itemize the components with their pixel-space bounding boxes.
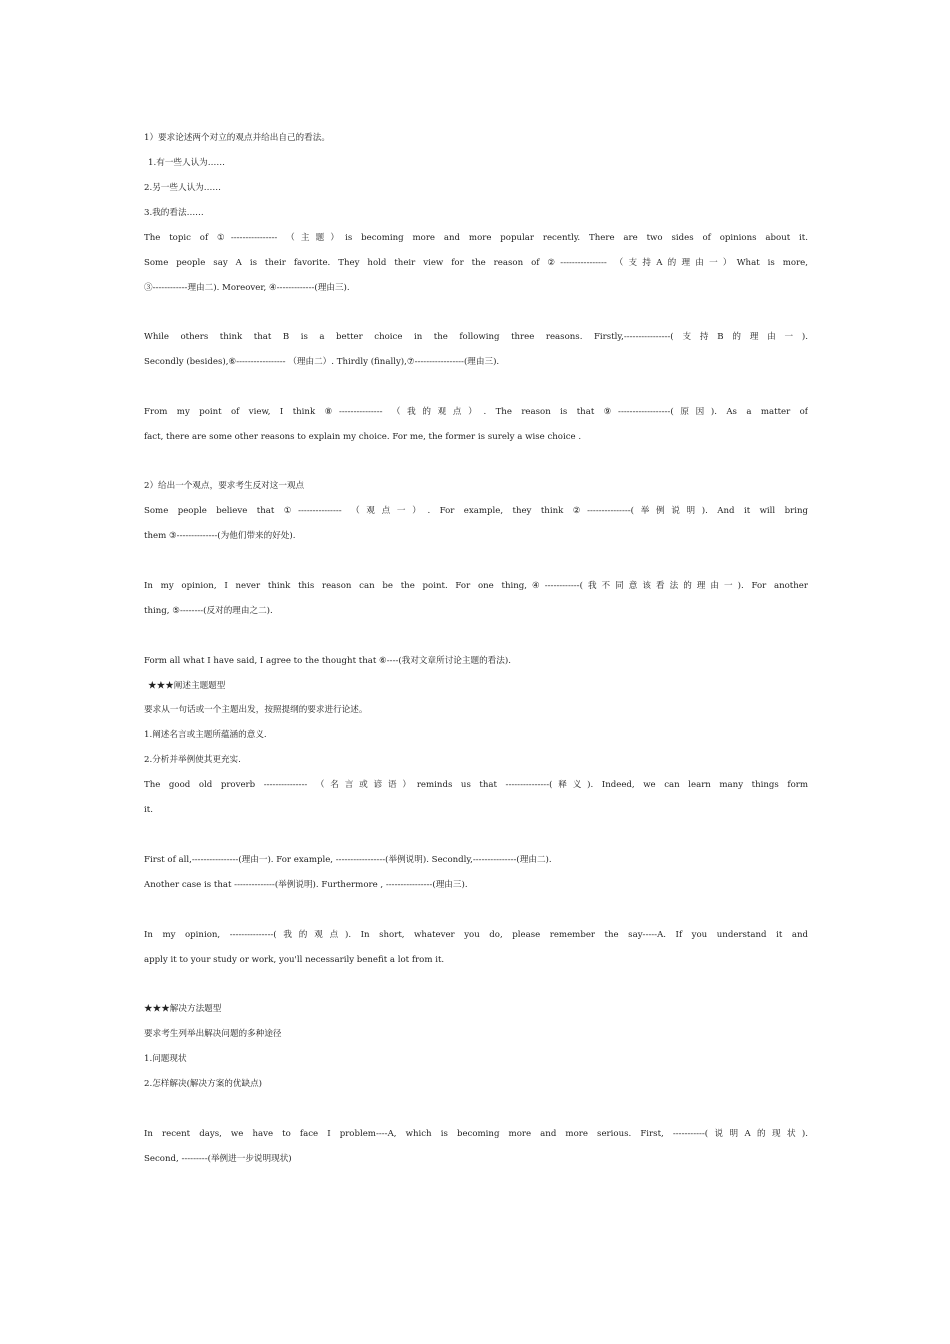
template-line: First of all,----------------(理由一). For example, -----------------(举例说明). Secondly,---------------(理由二). <box>144 855 552 865</box>
template-line: Some people believe that ①--------------- （观点一）. For example, they think ②---------------(举例说明). And it will bring <box>144 506 808 516</box>
template-line: it. <box>144 805 153 815</box>
template-line: them ③--------------(为他们带来的好处). <box>144 531 296 541</box>
template-line: The good old proverb --------------- （名言或谚语）reminds us that ---------------(释义). Indeed, we can learn many things form <box>144 780 808 790</box>
template-line: In my opinion, ---------------(我的观点). In short, whatever you do, please remember the say-----A. If you understand it and <box>144 930 808 940</box>
template-line: apply it to your study or work, you'll necessarily benefit a lot from it. <box>144 955 445 965</box>
section-heading: 2）给出一个观点，要求考生反对这一观点 <box>144 481 305 491</box>
section-intro: 要求考生列举出解决问题的多种途径 <box>144 1029 282 1039</box>
outline-item: 3.我的看法…… <box>144 208 204 218</box>
template-line: Another case is that --------------(举例说明). Furthermore , ----------------(理由三). <box>144 880 468 890</box>
template-line: thing, ⑤--------(反对的理由之二). <box>144 606 273 616</box>
template-line: In recent days, we have to face I problem----A, which is becoming more and more serious. First, -----------(说明A的现状). <box>144 1129 808 1139</box>
template-line: Second, ---------(举例进一步说明现状) <box>144 1154 292 1164</box>
section-intro: 要求从一句话或一个主题出发，按照提纲的要求进行论述。 <box>144 705 368 715</box>
outline-item: 1.问题现状 <box>144 1054 187 1064</box>
template-line: Form all what I have said, I agree to the thought that ⑥----(我对文章所讨论主题的看法). <box>144 656 511 666</box>
template-line: Some people say A is their favorite. They hold their view for the reason of ②---------------- （支持A的理由一）What is more, <box>144 258 808 268</box>
outline-item: 2.另一些人认为…… <box>144 183 221 193</box>
outline-item: 1.阐述名言或主题所蕴涵的意义. <box>144 730 267 740</box>
template-line: fact, there are some other reasons to explain my choice. For me, the former is surely a wise choice . <box>144 432 582 442</box>
template-line: The topic of ①---------------- （主题）is becoming more and more popular recently. There are two sides of opinions about it. <box>144 233 808 243</box>
template-line: Secondly (besides),⑥----------------- （理由二）. Thirdly (finally),⑦-----------------(理由三). <box>144 357 500 367</box>
template-line: While others think that B is a better choice in the following three reasons. Firstly,----------------(支持B的理由一). <box>144 332 808 342</box>
section-heading: ★★★阐述主题题型 <box>148 681 226 691</box>
section-heading: 1）要求论述两个对立的观点并给出自己的看法。 <box>144 133 330 143</box>
template-line: From my point of view, I think ⑧--------------- （我的观点）. The reason is that ⑨------------------(原因). As a matter of <box>144 407 808 417</box>
outline-item: 1.有一些人认为…… <box>148 158 225 168</box>
section-heading: ★★★解决方法题型 <box>144 1004 222 1014</box>
template-line: In my opinion, I never think this reason can be the point. For one thing,④------------(我不同意该看法的理由一). For another <box>144 581 808 591</box>
outline-item: 2.分析并举例使其更充实. <box>144 755 241 765</box>
outline-item: 2.怎样解决(解决方案的优缺点) <box>144 1079 263 1089</box>
template-line: ③------------理由二). Moreover, ④-------------(理由三). <box>144 283 350 293</box>
